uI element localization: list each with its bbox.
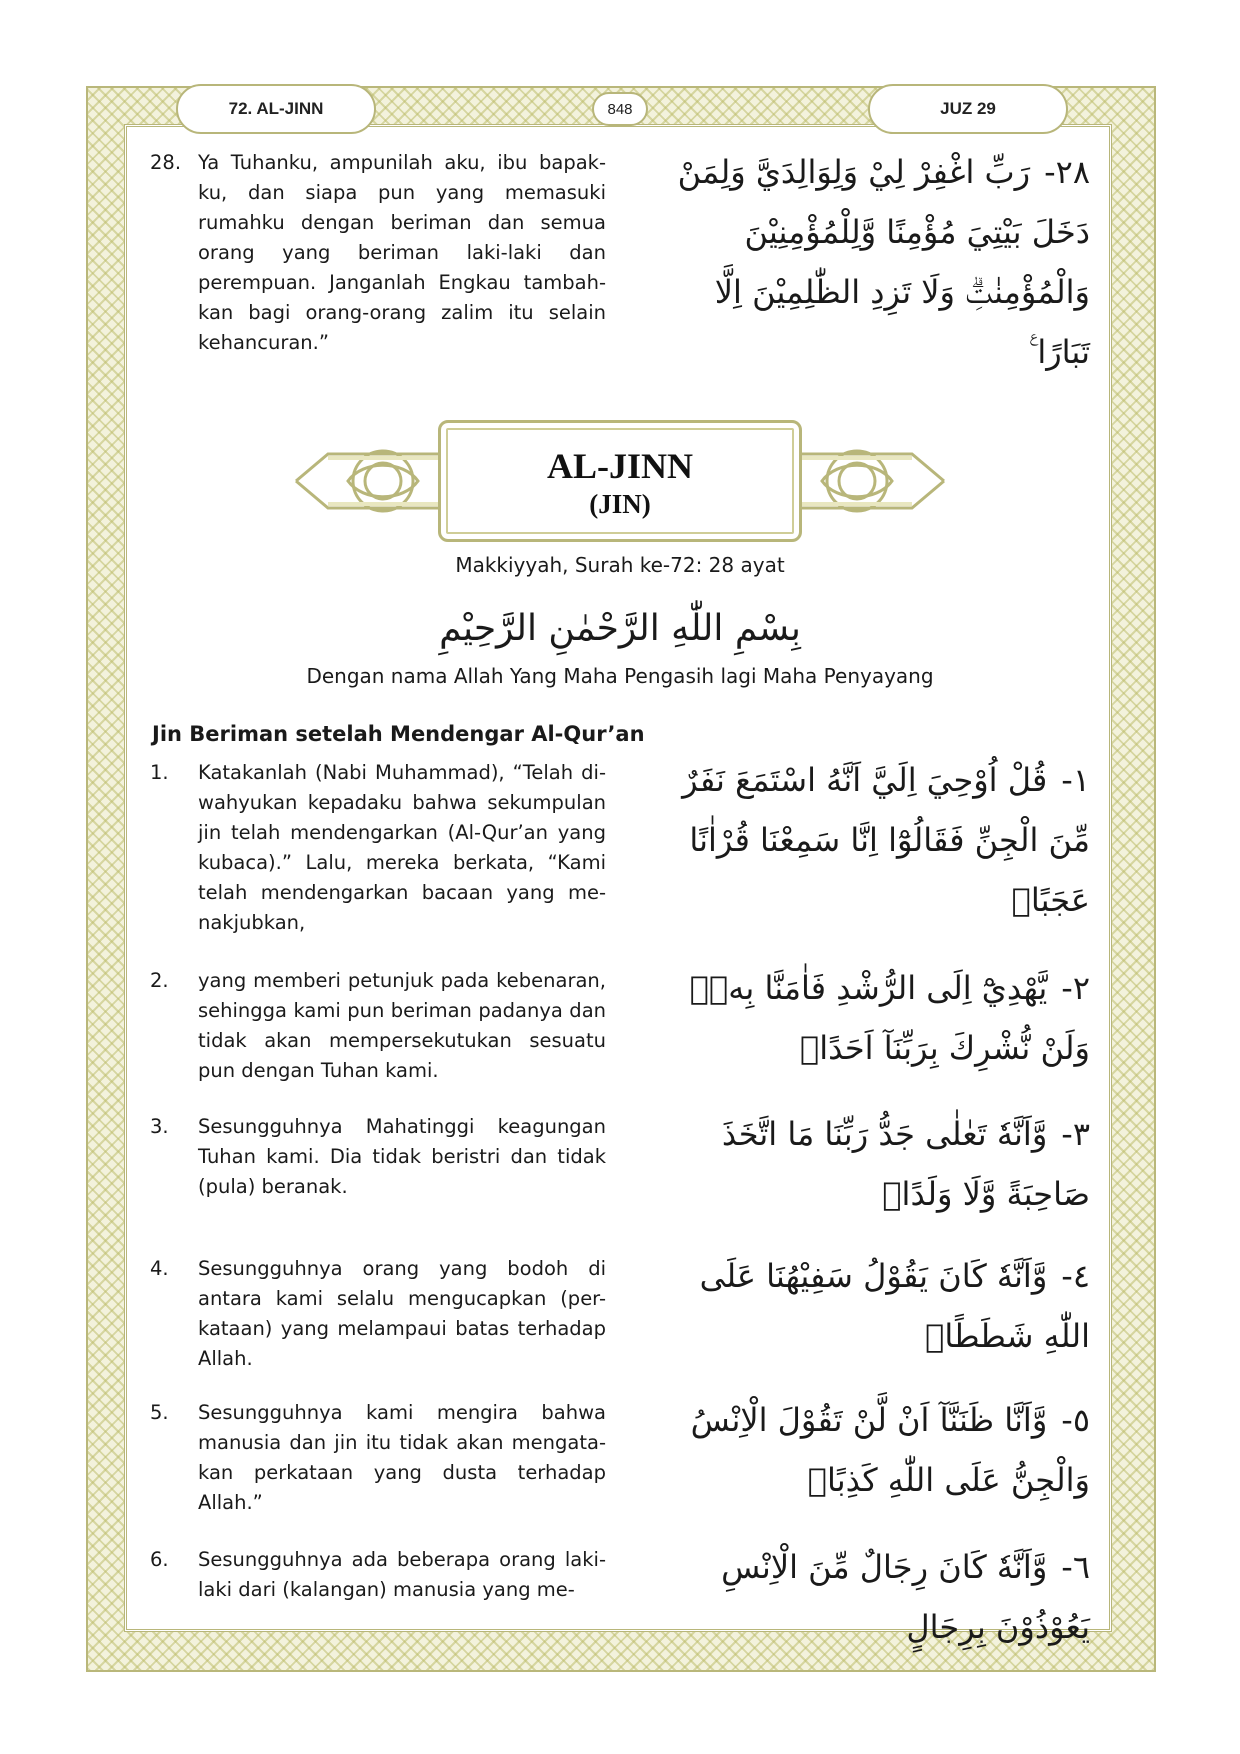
verse-translation (150, 1398, 606, 1518)
verse-28 (150, 148, 1090, 371)
arabic-verse: وَّاَنَّهٗ كَانَ يَقُوْلُ سَفِيْهُنَا عَلَى اللّٰهِ شَطَطًاۖ (699, 1257, 1090, 1355)
verse-number: 2. (150, 969, 169, 992)
arabic-verse: رَبِّ اغْفِرْ لِيْ وَلِوَالِدَيَّ وَلِمَنْ دَخَلَ بَيْتِيَ مُؤْمِنًا وَّلِلْمُؤْمِنِيْنَ وَالْمُؤْمِنٰتِۗ وَلَا تَزِدِ الظّٰلِمِيْنَ اِلَّا تَبَارًا ࣖ (677, 153, 1090, 371)
verse-4 (150, 1254, 1090, 1374)
surah-info: Makkiyyah, Surah ke-72: 28 ayat (455, 553, 785, 577)
arabic-verse: وَّاَنَّهٗ تَعٰلٰى جَدُّ رَبِّنَا مَا اتَّخَذَ صَاحِبَةً وَّلَا وَلَدًاۖ (721, 1115, 1090, 1213)
bismillah-translation: Dengan nama Allah Yang Maha Pengasih lagi Maha Penyayang (306, 664, 934, 688)
banner-title-box (438, 420, 802, 542)
verse-number: 4. (150, 1257, 169, 1280)
surah-subtitle: (JIN) (589, 489, 651, 519)
translation-text: Sesungguhnya Mahatinggi keagungan Tuhan kami. Dia tidak beristri dan tidak (pula) beranak. (198, 1115, 606, 1198)
arabic-text (670, 958, 1090, 1078)
juz-header-label: JUZ 29 (868, 84, 1068, 134)
verse-translation (150, 1112, 606, 1202)
verse-5 (150, 1398, 1090, 1518)
verse-translation (150, 758, 606, 938)
verse-1 (150, 758, 1090, 938)
arabic-verse: قُلْ اُوْحِيَ اِلَيَّ اَنَّهُ اسْتَمَعَ نَفَرٌ مِّنَ الْجِنِّ فَقَالُوْٓا اِنَّا سَمِعْنَا قُرْاٰنًا عَجَبًاۙ (682, 761, 1090, 919)
translation-text: yang memberi petunjuk pada kebenaran, sehingga kami pun beriman padanya dan tidak akan mempersekutukan sesuatu pun dengan Tuhan kami. (198, 969, 606, 1082)
verse-2 (150, 966, 1090, 1086)
verse-6 (150, 1545, 1090, 1646)
arabic-verse-number: ٥- (1061, 1401, 1090, 1439)
arabic-verse-number: ٢- (1061, 969, 1090, 1007)
arabic-verse: وَّاَنَّهٗ كَانَ رِجَالٌ مِّنَ الْاِنْسِ يَعُوْذُوْنَ بِرِجَالٍ (721, 1548, 1090, 1646)
arabic-text (670, 750, 1090, 930)
arabic-verse-number: ١- (1061, 761, 1090, 799)
arabic-text (670, 1537, 1090, 1657)
arabic-verse: وَّاَنَّا ظَنَنَّآ اَنْ لَّنْ تَقُوْلَ الْاِنْسُ وَالْجِنُّ عَلَى اللّٰهِ كَذِبًاۙ (690, 1401, 1090, 1499)
verse-translation (150, 1545, 606, 1605)
verse-translation (150, 966, 606, 1086)
translation-text: Sesungguhnya kami mengira bahwa manusia dan jin itu tidak akan mengata-kan perkataan yang dusta terhadap Allah.” (198, 1401, 606, 1514)
verse-number: 1. (150, 761, 169, 784)
arabic-text (670, 1390, 1090, 1510)
translation-text: Sesungguhnya orang yang bodoh di antara kami selalu mengucapkan (per-kataan) yang melampaui batas terhadap Allah. (198, 1257, 606, 1370)
verse-number: 3. (150, 1115, 169, 1138)
arabic-text (670, 1104, 1090, 1224)
translation-text: Katakanlah (Nabi Muhammad), “Telah di-wahyukan kepadaku bahwa sekumpulan jin telah mendengarkan (Al-Qur’an yang kubaca).” Lalu, mereka berkata, “Kami telah mendengarkan bacaan yang me-nakjubkan, (198, 761, 606, 934)
arabic-text (670, 142, 1090, 382)
verse-number: 5. (150, 1401, 169, 1424)
arabic-verse-number: ٤- (1061, 1257, 1090, 1295)
arabic-text (670, 1246, 1090, 1366)
page-number: 848 (592, 92, 648, 126)
translation-text: Sesungguhnya ada beberapa orang laki-laki dari (kalangan) manusia yang me- (198, 1548, 606, 1601)
arabic-verse-number: ٦- (1061, 1548, 1090, 1586)
section-heading: Jin Beriman setelah Mendengar Al-Qur’an (152, 722, 645, 746)
arabic-verse-number: ٢٨- (1044, 153, 1090, 191)
surah-header-label: 72. AL-JINN (176, 84, 376, 134)
verse-translation (150, 148, 606, 358)
verse-3 (150, 1112, 1090, 1232)
verse-translation (150, 1254, 606, 1374)
arabic-verse: يَّهْدِيْٓ اِلَى الرُّشْدِ فَاٰمَنَّا بِهٖۗ وَلَنْ نُّشْرِكَ بِرَبِّنَآ اَحَدًاۖ (689, 969, 1090, 1067)
surah-title: AL-JINN (546, 446, 693, 486)
arabic-verse-number: ٣- (1061, 1115, 1090, 1153)
verse-number: 6. (150, 1548, 169, 1571)
translation-text: Ya Tuhanku, ampunilah aku, ibu bapak-ku, dan siapa pun yang memasuki rumahku dengan beriman dan semua orang yang beriman laki-laki dan perempuan. Janganlah Engkau tambah-kan bagi orang-orang zalim itu selain kehancuran.” (198, 151, 606, 354)
verse-number: 28. (150, 151, 182, 174)
bismillah-arabic: بِسْمِ اللّٰهِ الرَّحْمٰنِ الرَّحِيْمِ (439, 608, 801, 649)
surah-title-banner (288, 420, 952, 542)
